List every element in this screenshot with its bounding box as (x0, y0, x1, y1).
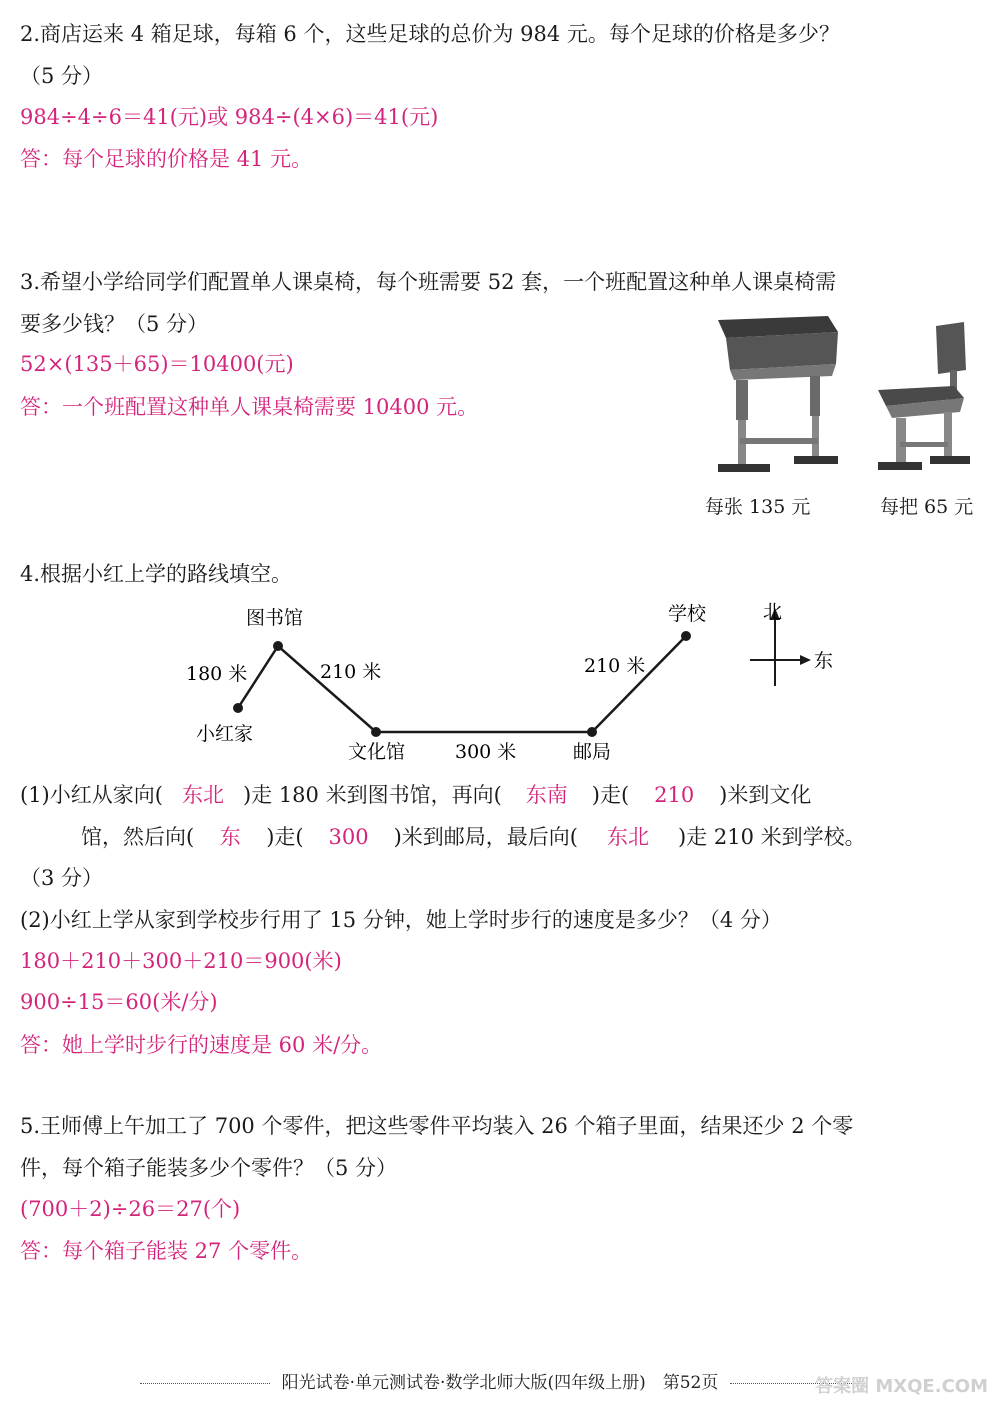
distance-post-school: 210 米 (584, 655, 646, 677)
distance-culture-post: 300 米 (455, 741, 517, 763)
chair-caption: 每把 65 元 (880, 496, 974, 518)
q4-question: 4.根据小红上学的路线填空。 (20, 562, 293, 586)
q2-question: 2.商店运来 4 箱足球，每箱 6 个，这些足球的总价为 984 元。每个足球的价格是多少？ (20, 22, 840, 46)
north-label: 北 (763, 601, 783, 623)
fill-distance-2: 300 (328, 825, 369, 849)
compass-icon (750, 601, 833, 686)
fill-distance-1: 210 (654, 783, 695, 807)
q3-question-line1: 3.希望小学给同学们配置单人课桌椅，每个班需要 52 套，一个班配置这种单人课桌椅需 (20, 270, 837, 294)
distance-home-library: 180 米 (186, 663, 248, 685)
q3-answer: 答：一个班配置这种单人课桌椅需要 10400 元。 (20, 395, 479, 419)
library-dot (273, 641, 283, 651)
q4-part1-line2: 馆，然后向( 东 )走( 300 )米到邮局，最后向( 东北 )走 210 米到学校。 (81, 825, 866, 849)
fill-direction-1: 东北 (181, 783, 224, 807)
q3-formula: 52×(135＋65)＝10400(元) (20, 352, 294, 376)
desk-caption: 每张 135 元 (705, 496, 811, 518)
q2-score: （5 分） (20, 64, 104, 88)
distance-library-culture: 210 米 (320, 661, 382, 683)
q5-question-line2: 件，每个箱子能装多少个零件？（5 分） (20, 1156, 398, 1180)
q4-part2-answer: 答：她上学时步行的速度是 60 米/分。 (20, 1033, 383, 1057)
school-dot (681, 631, 691, 641)
watermark-logo: 答案圈 MXQE.COM (815, 1376, 988, 1397)
q4-part2-formula1: 180＋210＋300＋210＝900(米) (20, 949, 342, 973)
route-map (0, 590, 1000, 770)
q3-question-line2: 要多少钱？（5 分） (20, 312, 209, 336)
q4-part1-score: （3 分） (20, 866, 104, 890)
q4-part2-formula2: 900÷15＝60(米/分) (20, 990, 218, 1014)
q5-formula: (700＋2)÷26＝27(个) (20, 1197, 241, 1221)
library-label: 图书馆 (246, 607, 304, 629)
fill-direction-3: 东 (219, 825, 241, 849)
home-label: 小红家 (196, 723, 254, 745)
culture-dot (371, 727, 381, 737)
route-line (238, 636, 686, 732)
q4-part2-question: (2)小红上学从家到学校步行用了 15 分钟，她上学时步行的速度是多少？（4 分） (20, 908, 782, 932)
home-dot (233, 703, 243, 713)
fill-direction-2: 东南 (525, 783, 568, 807)
q2-answer: 答：每个足球的价格是 41 元。 (20, 147, 313, 171)
school-label: 学校 (668, 603, 707, 625)
post-label: 邮局 (573, 741, 612, 763)
q5-answer: 答：每个箱子能装 27 个零件。 (20, 1239, 313, 1263)
q5-question-line1: 5.王师傅上午加工了 700 个零件，把这些零件平均装入 26 个箱子里面，结果还少 2 个零 (20, 1114, 854, 1138)
q2-formula: 984÷4÷6＝41(元)或 984÷(4×6)＝41(元) (20, 105, 439, 129)
post-dot (587, 727, 597, 737)
east-label: 东 (814, 650, 834, 672)
desk-image (706, 306, 846, 476)
chair-image (872, 320, 976, 480)
footer-text: 阳光试卷·单元测试卷·数学北师大版(四年级上册) 第52页 (281, 1373, 719, 1393)
culture-label: 文化馆 (348, 741, 406, 763)
q4-part1-line1: (1)小红从家向( 东北 )走 180 米到图书馆，再向( 东南 )走( 210 )米到文化 (20, 783, 812, 807)
fill-direction-4: 东北 (606, 825, 649, 849)
